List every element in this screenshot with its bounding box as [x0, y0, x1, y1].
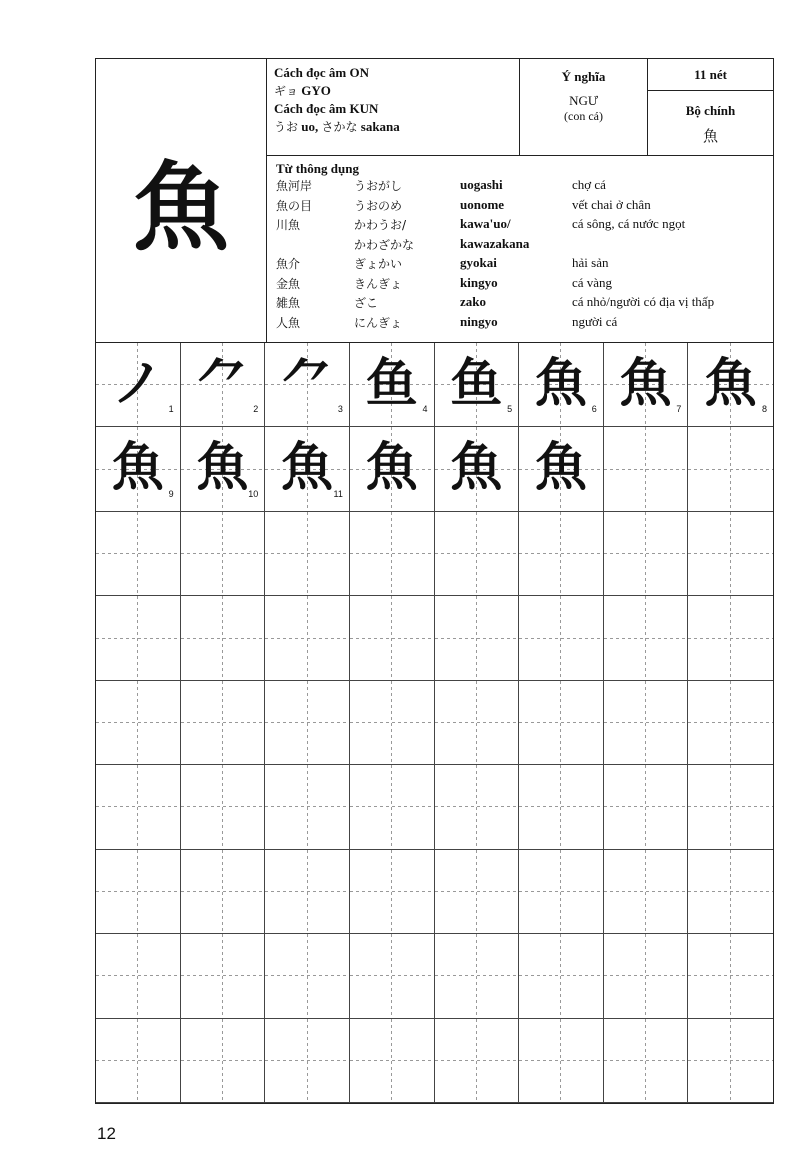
practice-cell	[435, 934, 520, 1018]
vocabulary-row	[276, 274, 763, 294]
practice-cell	[181, 934, 266, 1018]
practice-cell	[96, 850, 181, 934]
kanji-worksheet	[95, 58, 774, 1104]
stroke-number: 7	[676, 404, 682, 415]
vocab-meaning: người cá	[572, 313, 618, 329]
practice-cell	[265, 596, 350, 680]
practice-cell	[181, 850, 266, 934]
stroke-order-cell	[519, 427, 604, 511]
vocabulary-row	[276, 235, 763, 255]
vocab-kana: かわざかな	[354, 237, 415, 252]
stroke-step-glyph: 魚	[450, 438, 503, 499]
practice-cell	[604, 596, 689, 680]
radical-section	[648, 91, 773, 156]
page-number: 12	[97, 1124, 116, 1143]
practice-cell	[350, 512, 435, 596]
practice-cell	[350, 1019, 435, 1103]
practice-cell	[96, 765, 181, 849]
stroke-order-cell	[265, 427, 350, 511]
stroke-number: 11	[333, 488, 343, 499]
practice-cell	[350, 934, 435, 1018]
practice-cell	[604, 427, 689, 511]
practice-cell	[265, 765, 350, 849]
vocab-kana: うおがし	[354, 179, 403, 193]
practice-cell	[688, 1019, 773, 1103]
practice-cell	[435, 596, 520, 680]
practice-cell	[604, 681, 689, 765]
vocab-romaji: kawazakana	[460, 235, 530, 251]
vocab-word: 金魚	[276, 276, 301, 291]
vocabulary-row	[276, 313, 763, 333]
stroke-order-cell	[96, 343, 181, 427]
stroke-order-cell	[181, 427, 266, 511]
meaning-section	[520, 59, 648, 156]
practice-cell	[688, 427, 773, 511]
stroke-order-cell	[350, 343, 435, 427]
practice-cell	[265, 850, 350, 934]
stroke-step-glyph: 魚	[534, 438, 587, 499]
practice-cell	[435, 512, 520, 596]
vocab-word: 雑魚	[276, 296, 301, 310]
stroke-step-glyph: 鱼	[365, 353, 418, 414]
practice-cell	[519, 934, 604, 1018]
practice-cell	[96, 934, 181, 1018]
vocab-romaji: kingyo	[460, 274, 498, 290]
vocab-romaji: kawa'uo/	[460, 216, 511, 231]
vocab-romaji: ningyo	[460, 313, 498, 329]
stroke-number: 3	[337, 404, 343, 415]
stroke-order-cell	[435, 343, 520, 427]
stroke-step-glyph: 魚	[365, 438, 418, 499]
vocab-meaning: cá vàng	[572, 274, 613, 290]
vocabulary-row	[276, 215, 763, 235]
stroke-order-cell	[519, 343, 604, 427]
stroke-number: 4	[422, 404, 428, 415]
practice-cell	[265, 934, 350, 1018]
vocab-romaji: zako	[460, 294, 486, 309]
stroke-step-glyph: ⺈	[281, 353, 334, 414]
on-reading-value: ギョ GYO	[274, 83, 331, 98]
practice-cell	[519, 850, 604, 934]
stroke-order-cell	[350, 427, 435, 511]
practice-cell	[96, 1019, 181, 1103]
stroke-step-glyph: 魚	[619, 353, 672, 414]
vocabulary-row	[276, 196, 763, 216]
main-kanji: 魚	[96, 59, 267, 342]
stroke-order-cell	[688, 343, 773, 427]
practice-cell	[96, 681, 181, 765]
practice-cell	[350, 765, 435, 849]
practice-cell	[350, 681, 435, 765]
vocab-kana: ぎょかい	[354, 257, 403, 271]
practice-cell	[265, 512, 350, 596]
vocab-word: 魚の目	[276, 198, 313, 213]
stroke-step-glyph: 魚	[196, 438, 249, 499]
stroke-number: 6	[591, 404, 597, 415]
practice-cell	[604, 1019, 689, 1103]
vocab-kana: ざこ	[354, 296, 379, 310]
stroke-order-cell	[181, 343, 266, 427]
vocab-meaning: vết chai ở chân	[572, 196, 651, 212]
stroke-number: 8	[761, 404, 767, 415]
practice-cell	[350, 850, 435, 934]
practice-cell	[96, 596, 181, 680]
stroke-number: 10	[248, 488, 259, 499]
vocab-meaning: cá nhỏ/người có địa vị thấp	[572, 294, 715, 309]
practice-cell	[435, 681, 520, 765]
practice-cell	[688, 934, 773, 1018]
stroke-step-glyph: 鱼	[450, 353, 503, 414]
vocabulary-row	[276, 176, 763, 196]
stroke-number: 2	[253, 404, 259, 415]
stroke-number: 5	[507, 404, 513, 415]
practice-cell	[265, 681, 350, 765]
vocab-kana: うおのめ	[354, 198, 403, 213]
vocab-meaning: hải sản	[572, 255, 609, 270]
practice-cell	[604, 850, 689, 934]
practice-cell	[688, 681, 773, 765]
practice-grid	[95, 343, 774, 1104]
practice-cell	[519, 681, 604, 765]
practice-cell	[435, 1019, 520, 1103]
practice-cell	[688, 512, 773, 596]
vocab-word: 人魚	[276, 315, 301, 330]
vocab-meaning: chợ cá	[572, 177, 606, 192]
meaning-gloss: (con cá)	[564, 109, 603, 123]
stroke-step-glyph: 魚	[534, 353, 587, 414]
stroke-number: 1	[168, 404, 174, 415]
radical-kanji: 魚	[702, 127, 718, 145]
stroke-order-cell	[435, 427, 520, 511]
on-reading-label: Cách đọc âm ON	[274, 65, 369, 80]
stroke-order-cell	[604, 343, 689, 427]
practice-cell	[181, 681, 266, 765]
practice-cell	[604, 934, 689, 1018]
vocab-word: 魚介	[276, 257, 301, 271]
kun-reading-label: Cách đọc âm KUN	[274, 101, 379, 116]
stroke-number: 9	[168, 488, 174, 499]
practice-cell	[265, 1019, 350, 1103]
stroke-count: 11 nét	[648, 59, 773, 91]
vocab-word: 川魚	[276, 218, 301, 232]
practice-cell	[181, 1019, 266, 1103]
vocabulary-row	[276, 293, 763, 313]
vocabulary-section	[266, 156, 773, 342]
radical-title: Bộ chính	[685, 103, 736, 118]
practice-cell	[519, 596, 604, 680]
practice-cell	[435, 850, 520, 934]
vocabulary-title: Từ thông dụng	[276, 161, 359, 176]
han-viet-reading: NGƯ	[569, 93, 598, 108]
vocab-kana: かわうお/	[354, 218, 407, 232]
vocab-romaji: uonome	[460, 196, 505, 212]
stroke-step-glyph: 魚	[281, 438, 334, 499]
meaning-title: Ý nghĩa	[561, 69, 606, 84]
practice-cell	[350, 596, 435, 680]
practice-cell	[181, 596, 266, 680]
stroke-step-glyph: 魚	[111, 438, 164, 499]
practice-cell	[688, 850, 773, 934]
practice-cell	[519, 1019, 604, 1103]
practice-cell	[688, 765, 773, 849]
practice-cell	[435, 765, 520, 849]
stroke-step-glyph: 魚	[704, 353, 757, 414]
practice-cell	[604, 765, 689, 849]
practice-cell	[181, 765, 266, 849]
practice-cell	[519, 765, 604, 849]
vocab-romaji: uogashi	[460, 177, 503, 192]
stroke-order-cell	[96, 427, 181, 511]
practice-cell	[181, 512, 266, 596]
practice-cell	[604, 512, 689, 596]
kun-reading-value: うお uo, さかな sakana	[274, 119, 400, 134]
stroke-step-glyph: ノ	[111, 353, 164, 414]
practice-cell	[96, 512, 181, 596]
vocab-kana: きんぎょ	[354, 276, 403, 291]
practice-cell	[519, 512, 604, 596]
practice-cell	[688, 596, 773, 680]
kanji-info-box	[95, 58, 774, 343]
vocab-meaning: cá sông, cá nước ngọt	[572, 216, 686, 231]
vocab-romaji: gyokai	[460, 255, 497, 270]
readings-section	[266, 59, 520, 156]
stroke-step-glyph: ⺈	[196, 353, 249, 414]
stroke-order-cell	[265, 343, 350, 427]
vocabulary-row	[276, 254, 763, 274]
vocabulary-list	[276, 176, 763, 332]
vocab-kana: にんぎょ	[354, 315, 403, 330]
vocab-word: 魚河岸	[276, 179, 313, 193]
